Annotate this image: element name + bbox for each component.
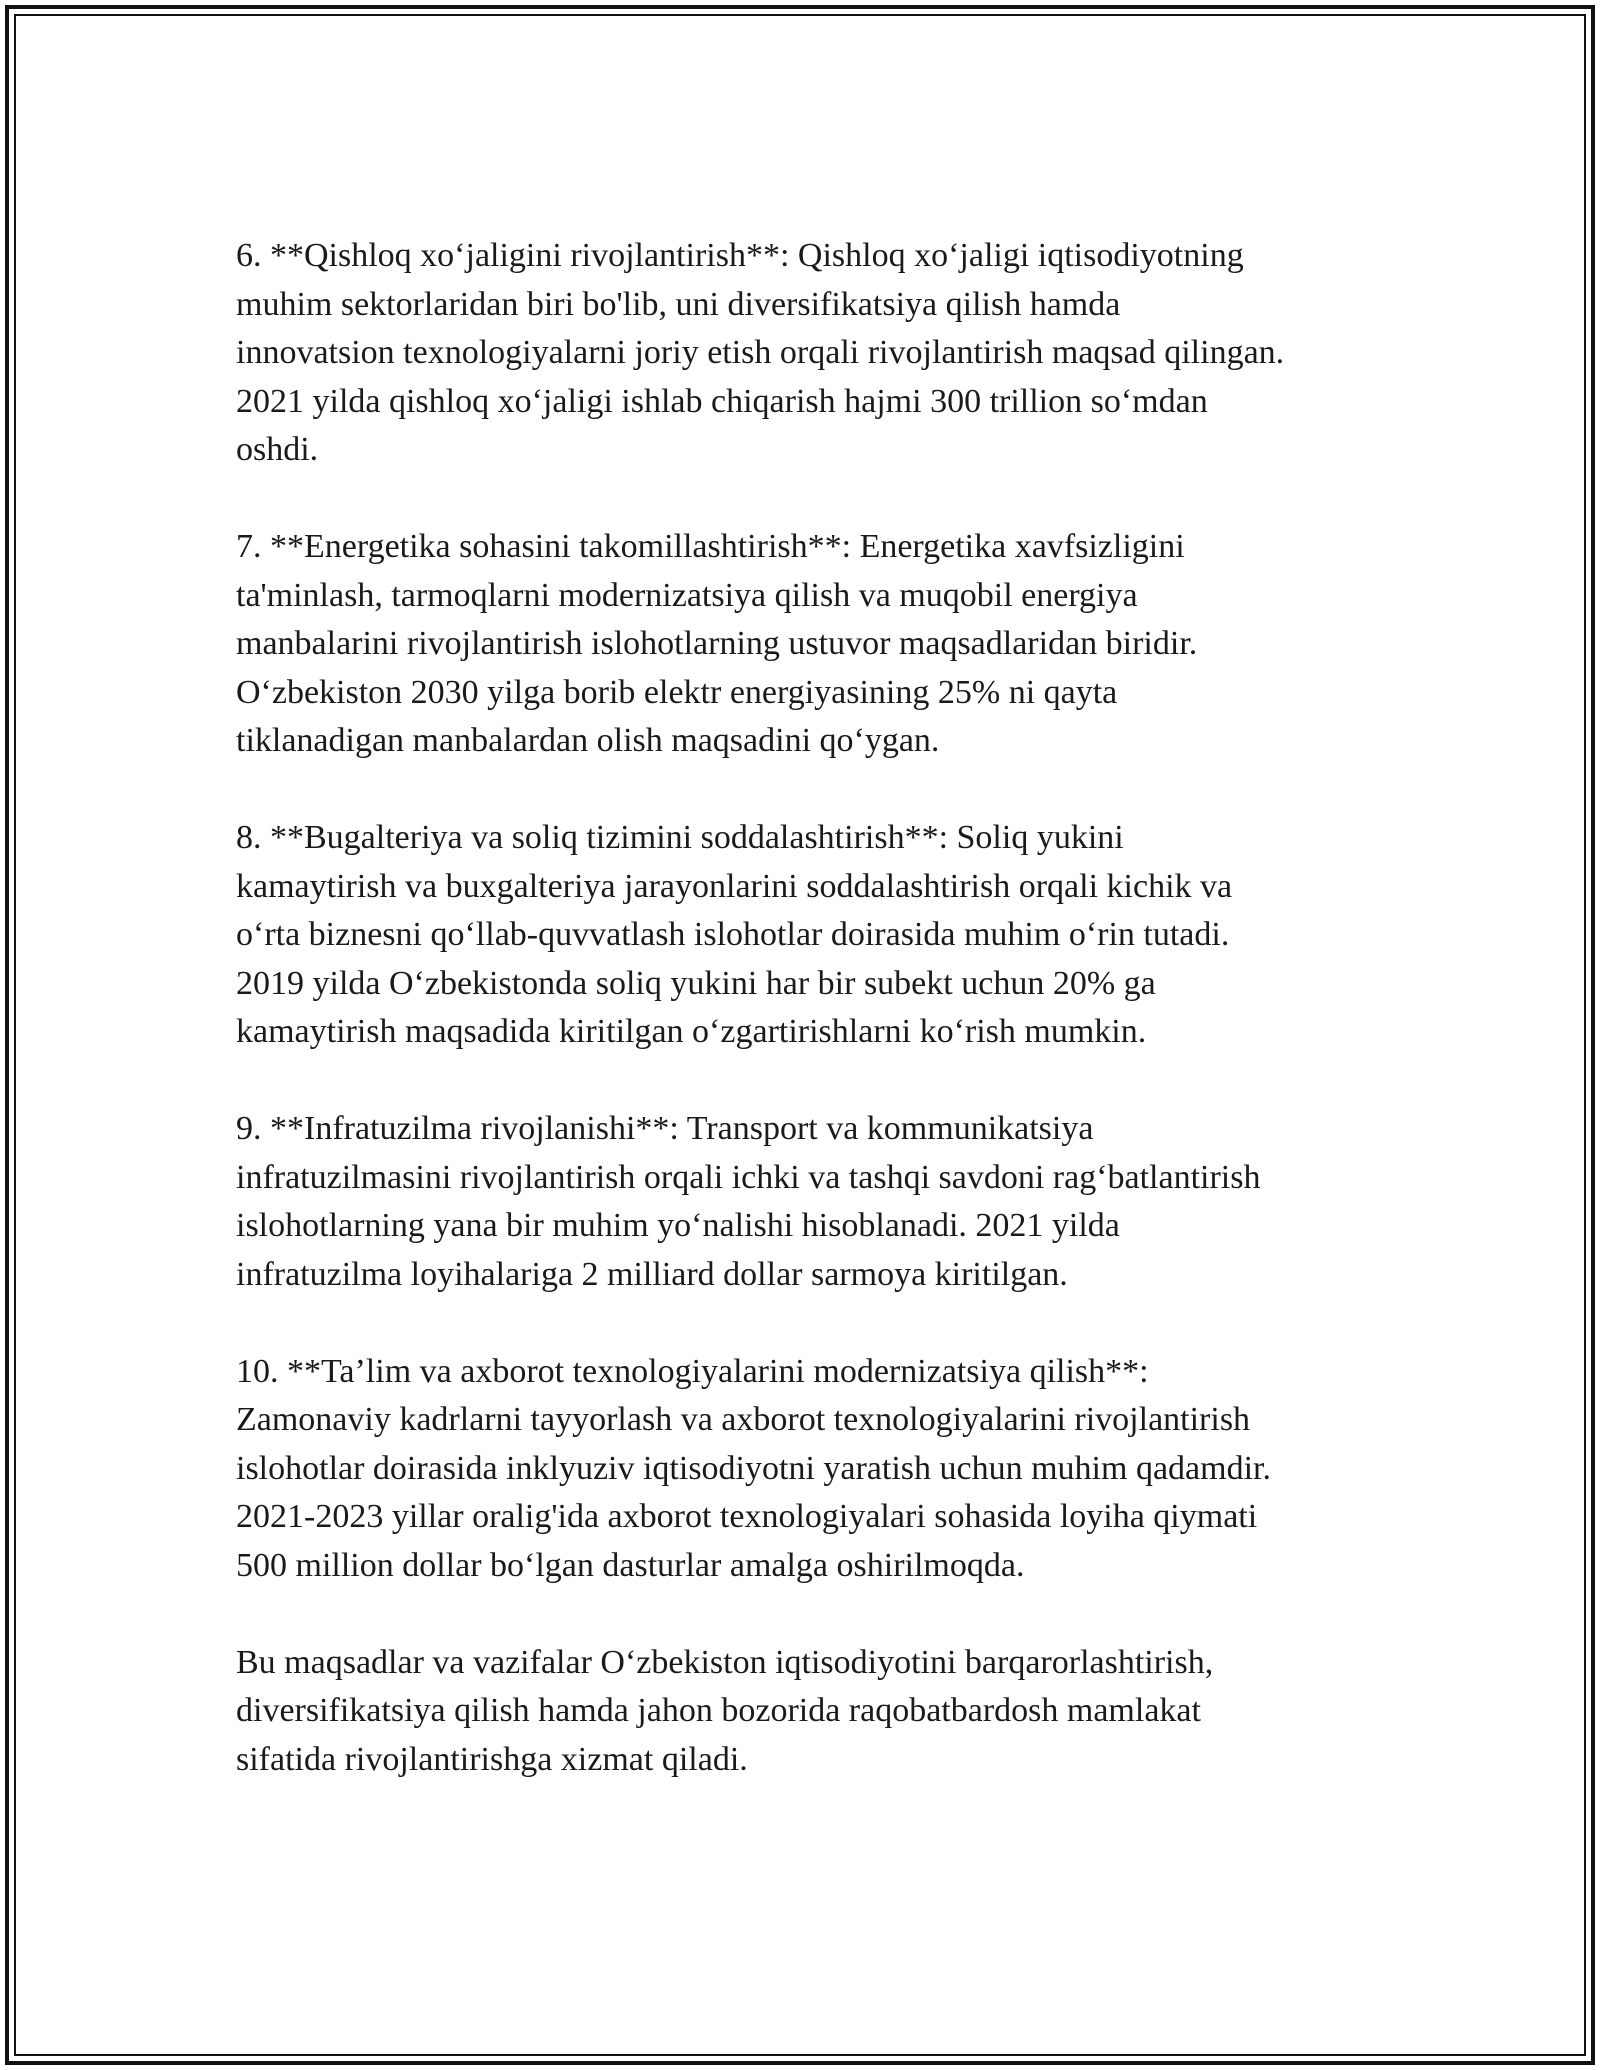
text-line: Zamonaviy kadrlarni tayyorlash va axborot texnologiyalarini rivojlantirish [236,1401,1251,1438]
text-line: 6. **Qishloq xo‘jaligini rivojlantirish**: Qishloq xo‘jaligi iqtisodiyotning [236,237,1244,274]
text-line: 2019 yilda O‘zbekistonda soliq yukini har bir subekt uchun 20% ga [236,964,1156,1002]
text-line: kamaytirish maqsadida kiritilgan o‘zgartirishlarni ko‘rish mumkin. [236,1013,1147,1050]
text-line: kamaytirish va buxgalteriya jarayonlarini soddalashtirish orqali kichik va [236,867,1233,905]
paragraph-agriculture [236,232,1386,475]
text-line: tiklanadigan manbalardan olish maqsadini qo‘ygan. [236,722,940,759]
text-line: islohotlarning yana bir muhim yo‘nalishi hisoblanadi. 2021 yilda [236,1207,1120,1244]
text-line: 10. **Ta’lim va axborot texnologiyalarini modernizatsiya qilish**: [236,1352,1149,1390]
text-line: innovatsion texnologiyalarni joriy etish orqali rivojlantirish maqsad qilingan. [236,334,1285,371]
text-line: islohotlar doirasida inklyuziv iqtisodiyotni yaratish uchun muhim qadamdir. [236,1449,1271,1487]
text-line: oshdi. [236,431,319,468]
text-line: Bu maqsadlar va vazifalar O‘zbekiston iqtisodiyotini barqarorlashtirish, [236,1643,1214,1681]
paragraph-energy [236,523,1386,766]
paragraph-infrastructure [236,1105,1386,1299]
paragraph-conclusion [236,1639,1386,1785]
text-line: 2021 yilda qishloq xo‘jaligi ishlab chiqarish hajmi 300 trillion so‘mdan [236,382,1208,420]
text-line: 9. **Infratuzilma rivojlanishi**: Transport va kommunikatsiya [236,1110,1094,1147]
paragraph-education-it [236,1348,1386,1591]
text-line: ta'minlash, tarmoqlarni modernizatsiya qilish va muqobil energiya [236,576,1138,614]
text-line: diversifikatsiya qilish hamda jahon bozorida raqobatbardosh mamlakat [236,1692,1201,1729]
text-line: 7. **Energetika sohasini takomillashtirish**: Energetika xavfsizligini [236,528,1185,565]
text-line: sifatida rivojlantirishga xizmat qiladi. [236,1740,748,1778]
text-line: 2021-2023 yillar oralig'ida axborot texnologiyalari sohasida loyiha qiymati [236,1498,1258,1535]
text-line: infratuzilma loyihalariga 2 milliard dollar sarmoya kiritilgan. [236,1255,1068,1293]
text-line: muhim sektorlaridan biri bo'lib, uni diversifikatsiya qilish hamda [236,285,1121,323]
text-line: 8. **Bugalteriya va soliq tizimini soddalashtirish**: Soliq yukini [236,819,1124,856]
text-line: manbalarini rivojlantirish islohotlarning ustuvor maqsadlaridan biridir. [236,625,1198,662]
text-line: 500 million dollar bo‘lgan dasturlar amalga oshirilmoqda. [236,1546,1025,1584]
paragraph-accounting-tax [236,814,1386,1057]
document-body [236,232,1386,1833]
text-line: infratuzilmasini rivojlantirish orqali ichki va tashqi savdoni rag‘batlantirish [236,1158,1261,1196]
text-line: o‘rta biznesni qo‘llab-quvvatlash islohotlar doirasida muhim o‘rin tutadi. [236,916,1230,953]
text-line: O‘zbekiston 2030 yilga borib elektr energiyasining 25% ni qayta [236,673,1118,711]
